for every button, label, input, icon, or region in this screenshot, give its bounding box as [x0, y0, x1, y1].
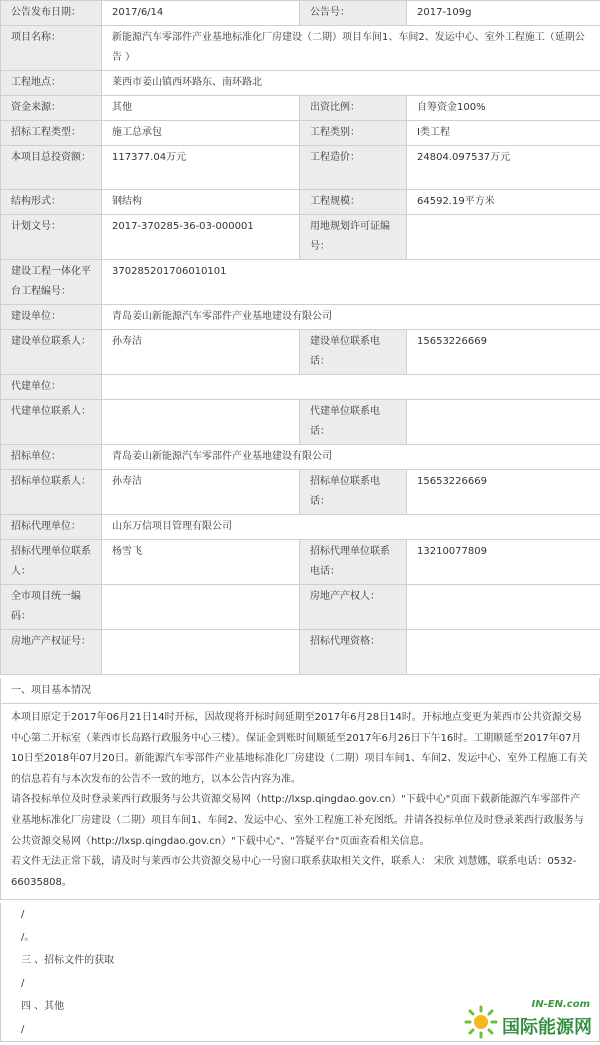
- plan-no-label: 计划文号：: [1, 215, 102, 260]
- fund-ratio-value: 自筹资金100%: [407, 96, 600, 121]
- tenderer-phone-value: 15653226669: [407, 470, 600, 515]
- watermark-name: 国际能源网: [502, 1017, 592, 1038]
- agent-builder-value: [102, 375, 600, 400]
- paragraph: 若文件无法正常下载，请及时与莱西市公共资源交易中心一号窗口联系获取相关文件，联系人： 宋欣 刘慧娜，联系电话：0532-66035808。: [11, 856, 577, 888]
- agent-qual-label: 招标代理资格：: [300, 630, 407, 675]
- city-code-label: 全市项目统一编码：: [1, 585, 102, 630]
- table-row: [1, 540, 600, 585]
- table-row: [1, 26, 600, 71]
- tenderer-phone-label: 招标单位联系电话：: [300, 470, 407, 515]
- pub-date-label: 公告发布日期：: [1, 1, 102, 26]
- table-row: [1, 71, 600, 96]
- estate-owner-value: [407, 585, 600, 630]
- city-code-value: [102, 585, 300, 630]
- table-row: [1, 305, 600, 330]
- total-invest-value: 117377.04万元: [102, 146, 300, 190]
- tenderer-contact-label: 招标单位联系人：: [1, 470, 102, 515]
- section-heading-3: [0, 949, 600, 973]
- table-row: [1, 121, 600, 146]
- list-item: [0, 972, 600, 996]
- watermark-logo: [464, 999, 594, 1039]
- tenderer-contact-value: 孙寿洁: [102, 470, 300, 515]
- builder-phone-label: 建设单位联系电话：: [300, 330, 407, 375]
- builder-phone-value: 15653226669: [407, 330, 600, 375]
- location-value: 莱西市姜山镇西环路东、南环路北: [102, 71, 600, 96]
- tender-agent-contact-value: 杨雪飞: [102, 540, 300, 585]
- project-name-label: 项目名称：: [1, 26, 102, 71]
- table-row: [1, 400, 600, 445]
- list-item: [0, 903, 600, 927]
- table-row: [1, 96, 600, 121]
- table-row: [1, 215, 600, 260]
- sun-icon: [464, 1005, 498, 1039]
- row-text: /: [21, 909, 25, 920]
- list-item: [0, 926, 600, 950]
- fund-source-label: 资金来源：: [1, 96, 102, 121]
- fund-source-value: 其他: [102, 96, 300, 121]
- location-label: 工程地点：: [1, 71, 102, 96]
- fund-ratio-label: 出资比例：: [300, 96, 407, 121]
- table-row: [1, 146, 600, 190]
- row-text: 三 、招标文件的获取: [21, 955, 115, 966]
- table-row: [1, 445, 600, 470]
- plan-no-value: 2017-370285-36-03-000001: [102, 215, 300, 260]
- row-text: /: [21, 978, 25, 989]
- agent-phone-label: 代建单位联系电话：: [300, 400, 407, 445]
- row-text: /: [21, 1024, 25, 1035]
- estate-cert-label: 房地产产权证号：: [1, 630, 102, 675]
- agent-builder-label: 代建单位：: [1, 375, 102, 400]
- tender-type-label: 招标工程类型：: [1, 121, 102, 146]
- eng-cost-value: 24804.097537万元: [407, 146, 600, 190]
- section-body: [1, 703, 599, 899]
- platform-no-label: 建设工程一体化平台工程编号：: [1, 260, 102, 305]
- land-permit-label: 用地规划许可证编号：: [300, 215, 407, 260]
- estate-cert-value: [102, 630, 300, 675]
- eng-cost-label: 工程造价：: [300, 146, 407, 190]
- table-row: [1, 470, 600, 515]
- structure-label: 结构形式：: [1, 190, 102, 215]
- agent-contact-value: [102, 400, 300, 445]
- tender-agent-phone-label: 招标代理单位联系电话：: [300, 540, 407, 585]
- row-text: 四 、其他: [21, 1001, 65, 1012]
- eng-category-value: Ⅰ类工程: [407, 121, 600, 146]
- estate-owner-label: 房地产产权人：: [300, 585, 407, 630]
- structure-value: 钢结构: [102, 190, 300, 215]
- tender-type-value: 施工总承包: [102, 121, 300, 146]
- table-row: [1, 585, 600, 630]
- total-invest-label: 本项目总投资额：: [1, 146, 102, 190]
- watermark-url: IN-EN.com: [531, 999, 590, 1010]
- notice-no-label: 公告号：: [300, 1, 407, 26]
- agent-phone-value: [407, 400, 600, 445]
- platform-no-value: 370285201706010101: [102, 260, 600, 305]
- scale-value: 64592.19平方米: [407, 190, 600, 215]
- row-text: /。: [21, 932, 35, 943]
- agent-qual-value: [407, 630, 600, 675]
- table-row: [1, 515, 600, 540]
- tender-agent-label: 招标代理单位：: [1, 515, 102, 540]
- builder-value: 青岛姜山新能源汽车零部件产业基地建设有限公司: [102, 305, 600, 330]
- tenderer-label: 招标单位：: [1, 445, 102, 470]
- table-row: [1, 190, 600, 215]
- paragraph: 请各投标单位及时登录莱西行政服务与公共资源交易网（http://lxsp.qingdao.gov.cn）"下载中心"页面下载新能源汽车零部件产业基地标准化厂房建设（二期）项目车间1、车间2、发运中心、室外工程施工补充图纸。并请各投标单位及时登录莱西行政服务与公共资源交易网（http://lxsp.qingdao.gov.cn）"下载中心"、"答疑平台"页面查看相关信息。: [11, 794, 584, 847]
- pub-date-value: 2017/6/14: [102, 1, 300, 26]
- builder-contact-value: 孙寿洁: [102, 330, 300, 375]
- table-row: [1, 330, 600, 375]
- tender-agent-value: 山东万信项目管理有限公司: [102, 515, 600, 540]
- scale-label: 工程规模：: [300, 190, 407, 215]
- table-row: [1, 1, 600, 26]
- builder-contact-label: 建设单位联系人：: [1, 330, 102, 375]
- agent-contact-label: 代建单位联系人：: [1, 400, 102, 445]
- table-row: [1, 630, 600, 675]
- notice-no-value: 2017-109g: [407, 1, 600, 26]
- section-heading: 一、项目基本情况: [11, 685, 91, 696]
- table-row: [1, 375, 600, 400]
- tenderer-value: 青岛姜山新能源汽车零部件产业基地建设有限公司: [102, 445, 600, 470]
- eng-category-label: 工程类别：: [300, 121, 407, 146]
- land-permit-value: [407, 215, 600, 260]
- tender-agent-contact-label: 招标代理单位联系人：: [1, 540, 102, 585]
- project-name-value: 新能源汽车零部件产业基地标准化厂房建设（二期）项目车间1、车间2、发运中心、室外工程施工（延期公告 ）: [102, 26, 600, 71]
- paragraph: 本项目原定于2017年06月21日14时开标，因故现将开标时间延期至2017年6月28日14时。开标地点变更为莱西市公共资源交易中心第二开标室（莱西市长岛路行政服务中心三楼）。保证金到账时间顺延至2017年6月26日下午16时。工期顺延至2017年07月10日至2018年07月20日。新能源汽车零部件产业基地标准化厂房建设（二期）项目车间1、车间2、发运中心、室外工程施工有关的信息若有与本次发布的公告不一致的地方，以本公告内容为准。: [11, 712, 588, 785]
- builder-label: 建设单位：: [1, 305, 102, 330]
- table-row: [1, 260, 600, 305]
- section-basic-info: [0, 678, 600, 900]
- tender-agent-phone-value: 13210077809: [407, 540, 600, 585]
